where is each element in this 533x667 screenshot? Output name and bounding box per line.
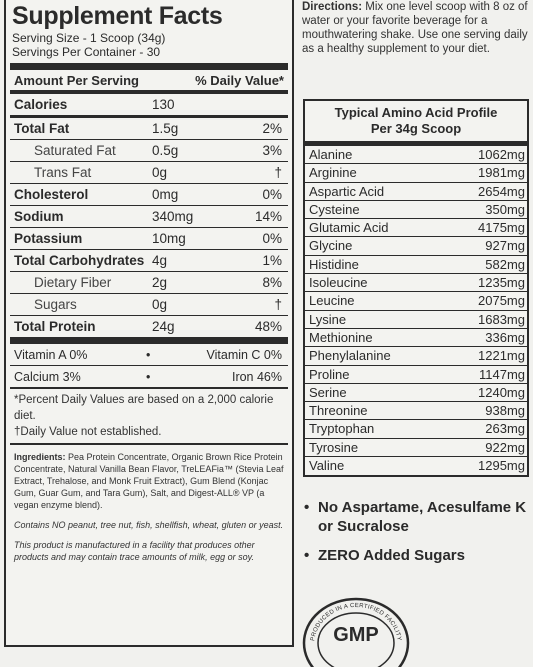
nutrient-daily-value: 3% [262, 143, 282, 158]
amino-amount: 1235mg [478, 275, 525, 291]
gmp-badge-icon [300, 597, 412, 667]
nutrient-amount: 4g [152, 253, 168, 268]
nutrient-row [6, 250, 292, 271]
nutrient-name: Potassium [14, 231, 83, 246]
amino-amount: 1062mg [478, 147, 525, 162]
supplement-facts-panel [4, 0, 294, 647]
ingredients [6, 445, 292, 511]
directions-label: Directions: [302, 1, 363, 13]
amino-name: Histidine [309, 256, 359, 272]
nutrient-amount: 2g [152, 275, 168, 290]
nutrient-amount: 0.5g [152, 143, 179, 158]
amino-name: Serine [309, 384, 347, 400]
nutrient-amount: 0mg [152, 187, 179, 202]
amino-amount: 938mg [485, 403, 525, 419]
nutrient-list [6, 94, 292, 337]
nutrient-amount: 24g [152, 319, 175, 334]
bullet-icon: • [304, 499, 310, 516]
amino-name: Valine [309, 458, 345, 474]
nutrient-amount: 0g [152, 165, 168, 180]
amino-row [305, 311, 527, 329]
amino-amount: 1981mg [478, 165, 525, 181]
amino-row [305, 347, 527, 365]
servings-per-container: Servings Per Container - 30 [12, 45, 161, 59]
amino-row [305, 219, 527, 237]
divider-thick [10, 63, 288, 70]
amino-row [305, 201, 527, 219]
amino-name: Lysine [309, 311, 347, 327]
amino-row [305, 384, 527, 402]
vitamin-right: Iron 46% [231, 370, 282, 384]
amino-name: Arginine [309, 165, 357, 181]
amino-acid-table [303, 99, 529, 477]
amino-row [305, 256, 527, 274]
amino-name: Leucine [309, 293, 355, 309]
amino-amount: 1295mg [478, 458, 525, 474]
nutrient-row [6, 184, 292, 205]
divider-thick [10, 337, 288, 344]
amino-name: Threonine [309, 403, 368, 419]
amino-name: Methionine [309, 329, 373, 345]
ingredients-label: Ingredients: [14, 452, 66, 462]
nutrient-daily-value: 48% [254, 319, 282, 334]
vitamin-right: Vitamin C 0% [206, 348, 282, 362]
amino-row [305, 274, 527, 292]
facts-header [6, 70, 292, 90]
claims-list [304, 498, 532, 575]
amino-name: Glycine [309, 238, 353, 254]
amino-name: Alanine [309, 147, 353, 162]
amino-row [305, 146, 527, 164]
header-daily-value: % Daily Value* [195, 73, 284, 88]
footnotes [6, 389, 292, 443]
header-amount: Amount Per Serving [14, 73, 139, 88]
facility-note: This product is manufactured in a facility that produces other products and may contain trace amounts of milk, egg or soy. [14, 540, 255, 562]
vitamin-left: Calcium 3% [14, 370, 81, 384]
amino-row [305, 237, 527, 255]
nutrient-row [6, 228, 292, 249]
claim-text: ZERO Added Sugars [318, 547, 465, 564]
amino-name: Glutamic Acid [309, 220, 389, 236]
nutrient-daily-value: 0% [262, 187, 282, 202]
directions [302, 0, 530, 56]
amino-amount: 1240mg [478, 384, 525, 400]
nutrient-amount: 340mg [152, 209, 194, 224]
vitamin-list [6, 344, 292, 389]
amino-name: Phenylalanine [309, 348, 391, 364]
nutrient-daily-value: 1% [262, 253, 282, 268]
nutrient-amount: 1.5g [152, 121, 179, 136]
amino-row [305, 439, 527, 457]
amino-amount: 1221mg [478, 348, 525, 364]
nutrient-daily-value: 8% [262, 275, 282, 290]
amino-row [305, 329, 527, 347]
gmp-logo-text: GMP [333, 624, 379, 646]
vitamin-row [6, 366, 292, 387]
nutrient-name: Sugars [34, 297, 77, 312]
vitamin-row [6, 344, 292, 365]
amino-amount: 350mg [485, 201, 525, 217]
allergen-note: Contains NO peanut, tree nut, fish, shellfish, wheat, gluten or yeast. [14, 520, 284, 530]
amino-amount: 922mg [485, 439, 525, 455]
claim-text: No Aspartame, Acesulfame K or Sucralose [318, 499, 527, 535]
serving-size: Serving Size - 1 Scoop (34g) [12, 31, 166, 45]
bullet-icon: • [146, 370, 151, 384]
amino-amount: 2654mg [478, 183, 525, 199]
nutrient-name: Total Fat [14, 121, 70, 136]
nutrient-name: Calories [14, 97, 68, 112]
amino-title-line1: Typical Amino Acid Profile [334, 105, 498, 120]
amino-amount: 582mg [485, 256, 525, 272]
nutrient-amount: 130 [152, 97, 175, 112]
amino-row [305, 457, 527, 475]
amino-name: Tryptophan [309, 421, 375, 437]
amino-amount: 927mg [485, 238, 525, 254]
gmp-ring-text: PRODUCED IN A CERTIFIED FACILITY [310, 602, 402, 642]
amino-amount: 336mg [485, 329, 525, 345]
nutrient-name: Total Carbohydrates [14, 253, 145, 268]
ingredients-text: Pea Protein Concentrate, Organic Brown Rice Protein Concentrate, Natural Vanilla Bean Flavor, TreLEAFia™ (Stevia Leaf Extract, Trehalose, and Monk Fruit Extract), Gum Blend (Konjac Gum, Guar Gum, and Tara Gum), Salt, and Digest-ALL® VP (a vegan enzyme blend). [14, 452, 284, 510]
amino-row [305, 366, 527, 384]
nutrient-row [6, 272, 292, 293]
bullet-icon: • [304, 547, 310, 564]
directions-text: Mix one level scoop with 8 oz of water or your favorite beverage for a mouthwatering shake. Use one serving daily as a healthy supplement to your diet. [302, 1, 528, 55]
amino-amount: 2075mg [478, 293, 525, 309]
amino-table-title [305, 101, 527, 141]
nutrient-name: Saturated Fat [34, 143, 116, 158]
amino-row [305, 402, 527, 420]
nutrient-row [6, 162, 292, 183]
nutrient-row [6, 316, 292, 337]
nutrient-row [6, 206, 292, 227]
amino-name: Aspartic Acid [309, 183, 385, 199]
amino-row [305, 420, 527, 438]
nutrient-daily-value: 2% [262, 121, 282, 136]
amino-row [305, 292, 527, 310]
nutrient-amount: 10mg [152, 231, 186, 246]
amino-amount: 1683mg [478, 311, 525, 327]
nutrient-name: Cholesterol [14, 187, 89, 202]
amino-name: Proline [309, 366, 350, 382]
supplement-facts-title: Supplement Facts [12, 2, 223, 30]
footnote-daily-values: *Percent Daily Values are based on a 2,000 calorie diet. [14, 394, 274, 422]
nutrient-amount: 0g [152, 297, 168, 312]
nutrient-daily-value: † [274, 165, 282, 180]
footnote-not-established: †Daily Value not established. [14, 426, 162, 438]
claim-item [304, 498, 532, 536]
nutrient-name: Total Protein [14, 319, 96, 334]
amino-amount: 4175mg [478, 220, 525, 236]
amino-amount: 263mg [485, 421, 525, 437]
amino-amount: 1147mg [478, 366, 525, 382]
amino-rows [305, 146, 527, 475]
nutrient-name: Sodium [14, 209, 64, 224]
nutrient-daily-value: 0% [262, 231, 282, 246]
nutrient-name: Trans Fat [34, 165, 92, 180]
amino-row [305, 164, 527, 182]
nutrient-row [6, 294, 292, 315]
bullet-icon: • [146, 348, 151, 362]
amino-name: Cysteine [309, 201, 360, 217]
nutrient-row [6, 140, 292, 161]
vitamin-left: Vitamin A 0% [14, 348, 88, 362]
amino-name: Tyrosine [309, 439, 359, 455]
nutrient-daily-value: † [274, 297, 282, 312]
nutrient-name: Dietary Fiber [34, 275, 112, 290]
claim-item [304, 546, 532, 565]
nutrient-row [6, 94, 292, 115]
amino-row [305, 183, 527, 201]
nutrient-row [6, 118, 292, 139]
amino-name: Isoleucine [309, 275, 368, 291]
amino-title-line2: Per 34g Scoop [370, 121, 462, 136]
nutrient-daily-value: 14% [254, 209, 282, 224]
